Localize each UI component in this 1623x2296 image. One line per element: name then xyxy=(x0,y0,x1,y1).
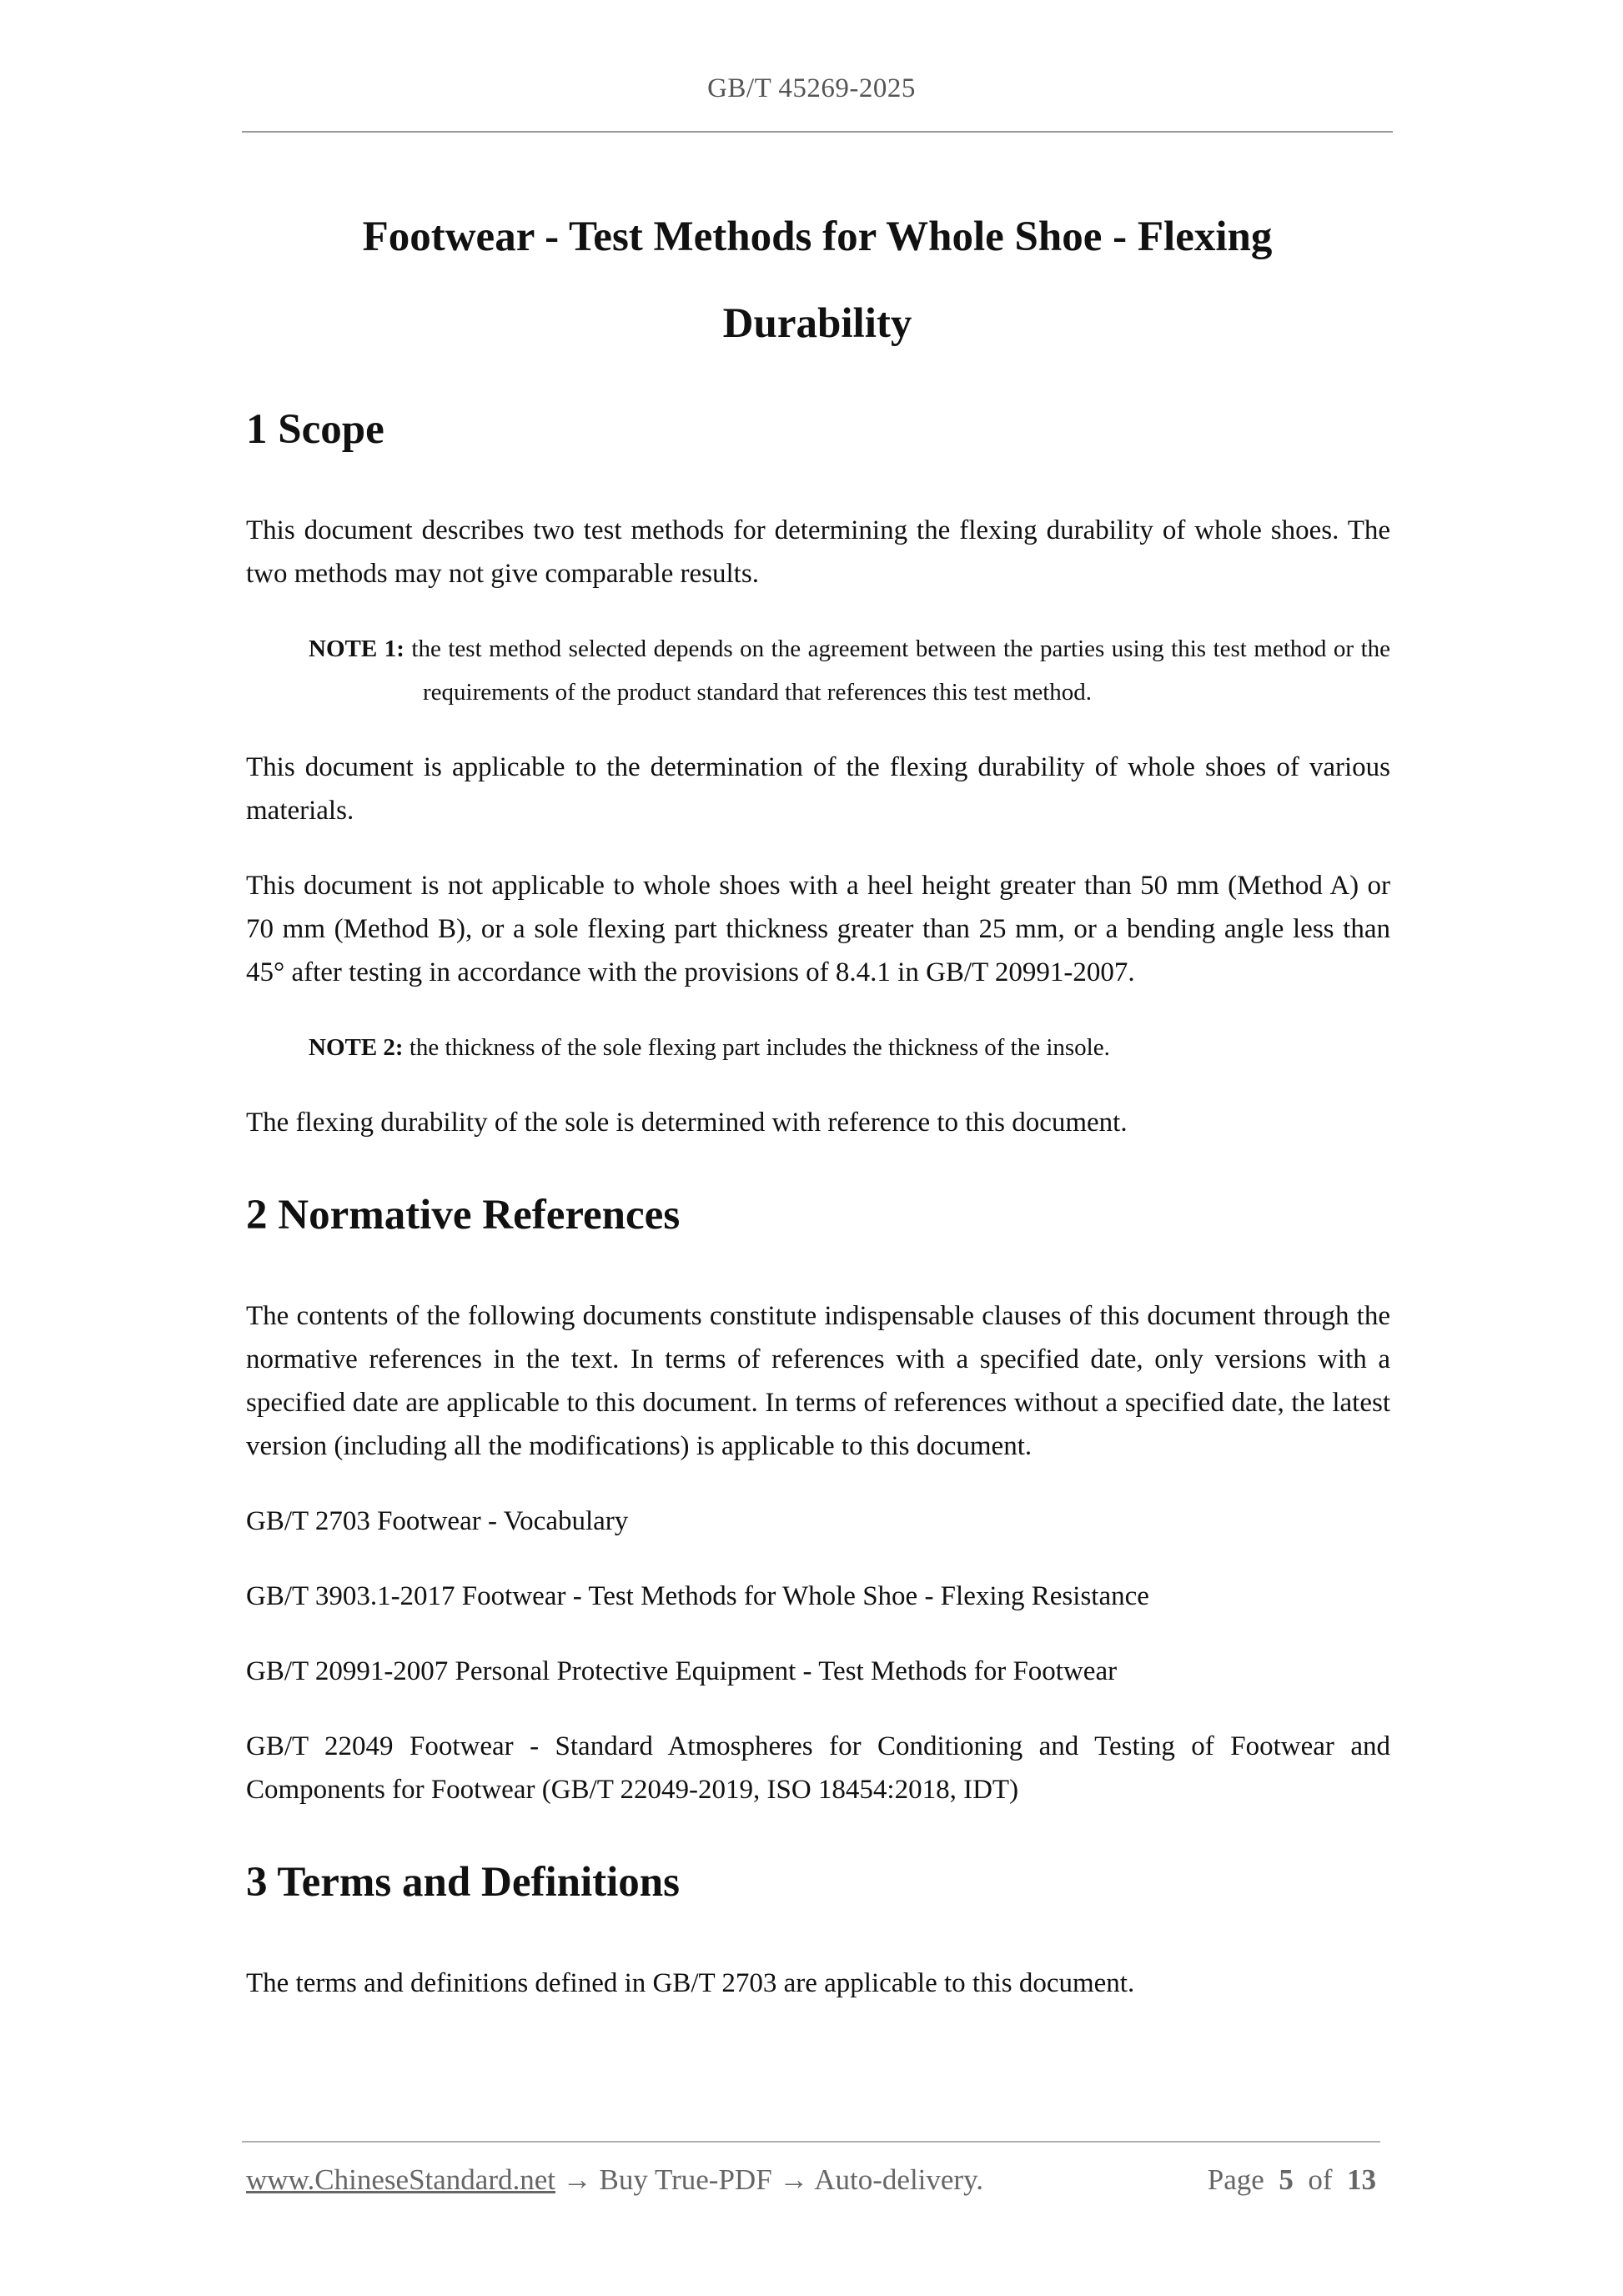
arrow-right-icon: → xyxy=(562,2163,592,2196)
footer-divider xyxy=(242,2141,1380,2143)
footer-delivery-text: Auto-delivery. xyxy=(814,2163,984,2196)
normative-ref-1: GB/T 2703 Footwear - Vocabulary xyxy=(246,1506,629,1536)
note-1-label: NOTE 1: xyxy=(309,636,404,662)
normative-ref-4: GB/T 22049 Footwear - Standard Atmospheres for Conditioning and Testing of Footwear and Components for Footwear (GB/T 22049-2019, ISO 18454:2018, IDT) xyxy=(246,1731,1390,1805)
scope-paragraph-3: This document is not applicable to whole shoes with a heel height greater than 50 mm (Method A) or 70 mm (Method B), or a sole flexing part thickness greater than 25 mm, or a bending angle less than 45° after testing in accordance with the provisions of 8.4.1 in GB/T 20991-2007. xyxy=(246,871,1390,987)
normative-ref-3: GB/T 20991-2007 Personal Protective Equipment - Test Methods for Footwear xyxy=(246,1656,1118,1686)
scope-paragraph-2: This document is applicable to the determination of the flexing durability of whole shoes of various materials. xyxy=(246,752,1390,826)
scope-note-2 xyxy=(246,1026,1390,1069)
arrow-right-icon: → xyxy=(779,2163,809,2196)
scope-paragraph-4: The flexing durability of the sole is determined with reference to this document. xyxy=(246,1108,1128,1138)
scope-note-1 xyxy=(246,627,1390,714)
note-1-text: the test method selected depends on the agreement between the parties using this test method or the requirements of the product standard that references this test method. xyxy=(411,636,1391,706)
normative-paragraph-1: The contents of the following documents constitute indispensable clauses of this document through the normative references in the text. In terms of references with a specified date, only versions with a specified date are applicable to this document. In terms of references without a specified date, the latest version (including all the modifications) is applicable to this document. xyxy=(246,1301,1390,1461)
page-indicator xyxy=(1208,2163,1376,2197)
document-body xyxy=(246,392,1390,2005)
section-heading-normative-references: 2 Normative References xyxy=(246,1192,681,1238)
note-2-text: the thickness of the sole flexing part includes the thickness of the insole. xyxy=(409,1034,1110,1061)
document-title-line-2: Durability xyxy=(722,300,912,347)
header-divider xyxy=(242,131,1393,133)
document-title xyxy=(242,193,1393,367)
section-heading-scope: 1 Scope xyxy=(246,406,384,453)
current-page-number: 5 xyxy=(1279,2163,1294,2196)
note-2-label: NOTE 2: xyxy=(309,1034,404,1061)
page-word: Page xyxy=(1207,2163,1264,2196)
normative-ref-2: GB/T 3903.1-2017 Footwear - Test Methods for Whole Shoe - Flexing Resistance xyxy=(246,1581,1149,1611)
total-pages-number: 13 xyxy=(1347,2163,1376,2196)
section-heading-terms-definitions: 3 Terms and Definitions xyxy=(246,1859,681,1906)
terms-paragraph-1: The terms and definitions defined in GB/T 2703 are applicable to this document. xyxy=(246,1968,1135,1998)
scope-paragraph-1: This document describes two test methods for determining the flexing durability of whole shoes. The two methods may not give comparable results. xyxy=(246,515,1390,589)
footer-promo xyxy=(246,2163,983,2197)
chinesestandard-link[interactable]: www.ChineseStandard.net xyxy=(246,2163,555,2196)
running-header: GB/T 45269-2025 xyxy=(707,73,916,103)
of-word: of xyxy=(1308,2163,1333,2196)
document-title-line-1: Footwear - Test Methods for Whole Shoe - Flexing xyxy=(362,214,1273,260)
footer-buy-text: Buy True-PDF xyxy=(599,2163,772,2196)
